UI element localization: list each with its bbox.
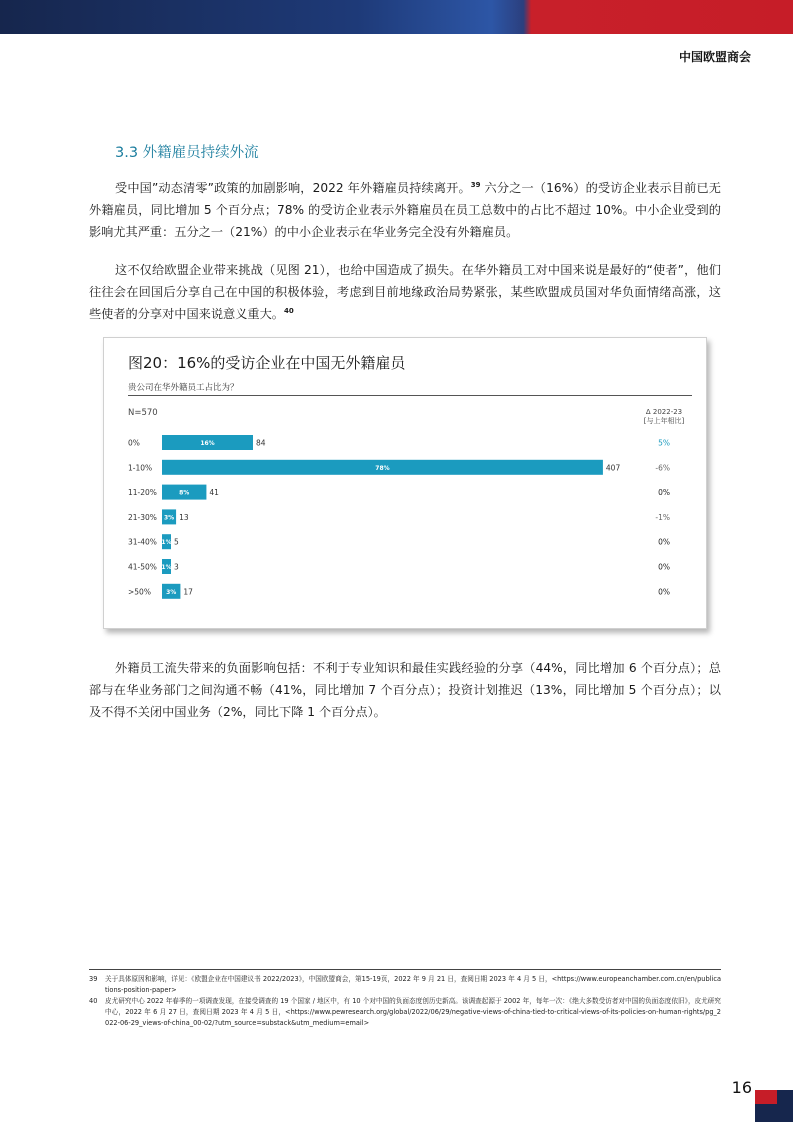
- page-number: 16: [731, 1078, 752, 1097]
- sample-size: N=570: [128, 408, 158, 418]
- footnote-text: 皮尤研究中心 2022 年春季的一项调查发现，在接受调查的 19 个国家 / 地区中，有 10 个对中国的负面态度创历史新高。该调查起源于 2002 年，每年一次：《绝大多数受访者对中国的负面态度依旧》，皮尤研究中心，2022 年 6 月 27 日，查阅日期 2023 年 4 月 5 日，<https://www.pewresearch.org/global/2022/06/29/negative-views-of-china-tied-to-critical-views-of-its-policies-on-human-rights/pg_2022-06-29_views-of-china_00-02/?utm_source=substack&utm_medium=email>: [105, 997, 721, 1027]
- change-value: 0%: [658, 562, 670, 572]
- bar-percent-label: 16%: [200, 440, 215, 447]
- bar-count-label: 407: [605, 463, 621, 473]
- footnote-ref-40[interactable]: 40: [284, 306, 294, 315]
- category-label: 1-10%: [128, 463, 153, 473]
- bar-percent-label: 8%: [179, 489, 190, 497]
- paragraph-2: [89, 259, 721, 325]
- change-value: 0%: [658, 587, 670, 597]
- footnote-40: [89, 996, 721, 1029]
- paragraph-1-text-cont: 六分之一（16%）的受访企业表示目前已无外籍雇员，同比增加 5 个百分点；78% 的受访企业表示外籍雇员在员工总数中的占比不超过 10%。中小企业受到的影响尤其严重：五分之一（21%）的中小企业表示在华业务完全没有外籍雇员。: [89, 181, 721, 239]
- change-value: 5%: [658, 438, 670, 448]
- footnote-text: 关于具体原因和影响，详见：《欧盟企业在中国建议书 2022/2023》，中国欧盟商会，第15-19页，2022 年 9 月 21 日，查阅日期 2023 年 4 月 5 日，<https://www.europeanchamber.com.cn/en/publications-position-paper>: [105, 975, 721, 994]
- change-header-line-2: [与上年相比]: [643, 417, 685, 425]
- paragraph-3: 外籍员工流失带来的负面影响包括：不利于专业知识和最佳实践经验的分享（44%，同比增加 6 个百分点）；总部与在华业务部门之间沟通不畅（41%，同比增加 7 个百分点）；投资计划推迟（13%，同比增加 5 个百分点）；以及不得不关闭中国业务（2%，同比下降 1 个百分点）。: [89, 661, 721, 719]
- bar-chart: [104, 338, 706, 628]
- organization-name: 中国欧盟商会: [678, 50, 751, 64]
- bar-count-label: 5: [174, 537, 179, 547]
- bar-percent-label: 3%: [166, 588, 177, 596]
- footnote-ref-39[interactable]: 39: [470, 180, 481, 189]
- paragraph-2-text: 这不仅给欧盟企业带来挑战（见图 21），也给中国造成了损失。在华外籍员工对中国来说是最好的“使者”，他们往往会在回国后分享自己在中国的积极体验，考虑到目前地缘政治局势紧张，某些欧盟成员国对华负面情绪高涨，这些使者的分享对中国来说意义重大。: [89, 263, 721, 321]
- bar-count-label: 41: [209, 488, 219, 498]
- category-label: 0%: [128, 438, 140, 448]
- footnote-number: 39: [89, 975, 98, 983]
- bar-count-label: 17: [183, 587, 193, 597]
- footnote-number: 40: [89, 997, 98, 1005]
- footnote-39: [89, 974, 721, 996]
- bar-percent-label: 3%: [163, 514, 175, 522]
- bar-percent-label: 1%: [161, 539, 172, 547]
- figure-20: [103, 337, 707, 629]
- category-label: >50%: [128, 587, 151, 597]
- section-title: 3.3 外籍雇员持续外流: [115, 145, 259, 161]
- paragraph-1: [89, 177, 721, 243]
- category-label: 11-20%: [128, 488, 157, 498]
- change-value: 0%: [658, 537, 670, 547]
- footnote-divider: [89, 969, 721, 970]
- bar-percent-label: 1%: [161, 564, 172, 571]
- category-label: 31-40%: [128, 537, 157, 547]
- category-label: 21-30%: [128, 512, 157, 522]
- corner-accent: [755, 1090, 777, 1104]
- figure-title: 图20：16%的受访企业在中国无外籍雇员: [128, 354, 406, 372]
- bar-percent-label: 78%: [375, 464, 390, 472]
- change-value: -1%: [655, 512, 670, 522]
- bar-count-label: 13: [179, 512, 189, 522]
- header-color-bar: [0, 0, 793, 34]
- paragraph-1-text: 受中国”动态清零”政策的加剧影响，2022 年外籍雇员持续离开。: [115, 181, 471, 195]
- bar-count-label: 84: [256, 438, 266, 448]
- change-header-line-1: Δ 2022-23: [645, 408, 683, 416]
- category-label: 41-50%: [128, 562, 157, 572]
- change-value: -6%: [655, 463, 670, 473]
- change-value: 0%: [658, 488, 670, 498]
- bar-count-label: 3: [174, 562, 179, 572]
- figure-question: 贵公司在华外籍员工占比为？: [128, 383, 239, 393]
